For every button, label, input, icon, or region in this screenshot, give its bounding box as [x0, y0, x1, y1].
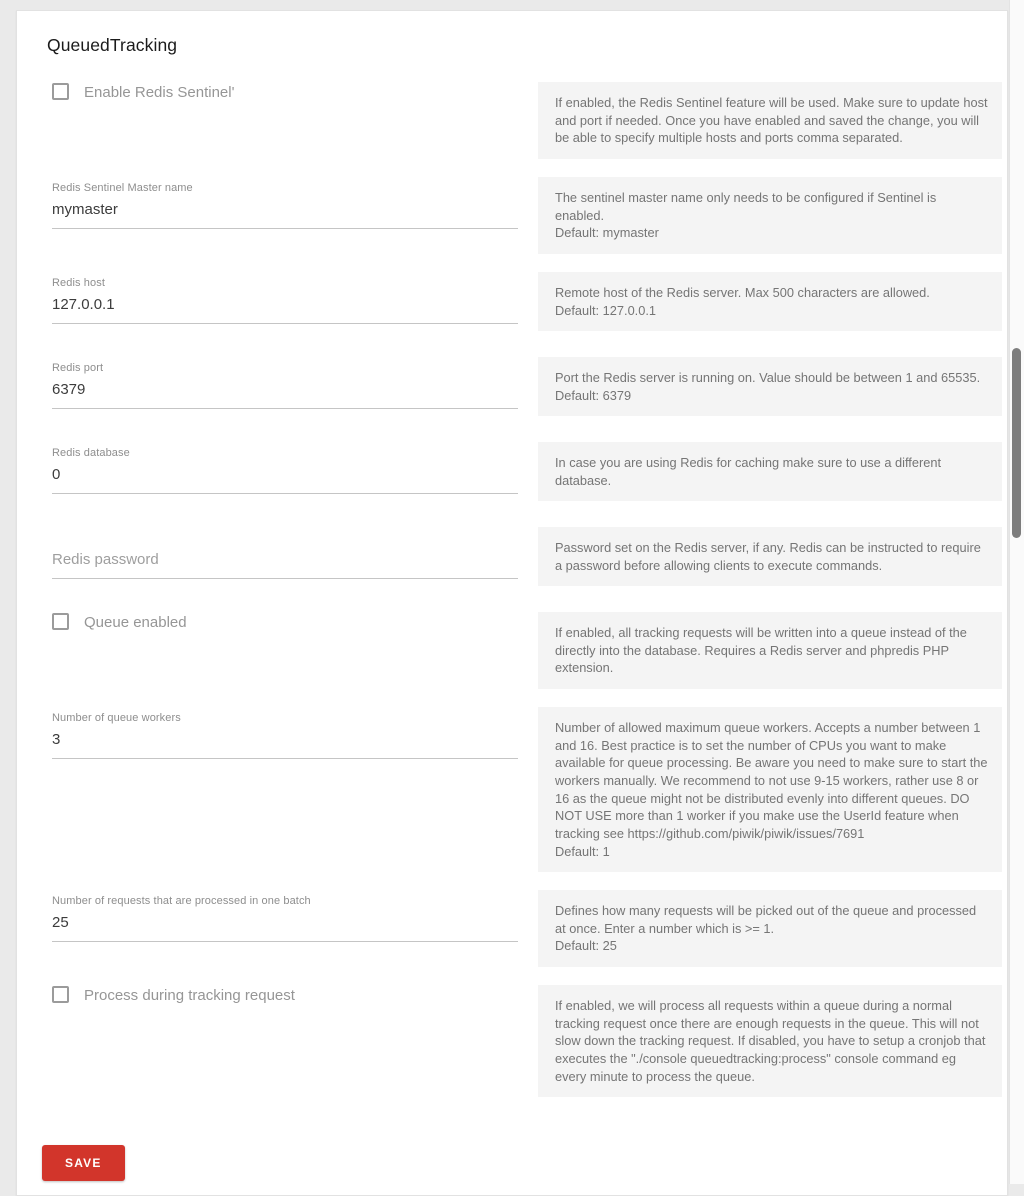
redis-database-input[interactable]: [52, 461, 518, 494]
setting-row-redis-database: [52, 442, 1007, 509]
setting-row-process-during-tracking-request: [52, 985, 1007, 1097]
settings-rows: [52, 82, 1007, 1097]
redis-host-help: Remote host of the Redis server. Max 500 characters are allowed. Default: 127.0.0.1: [538, 272, 1002, 331]
number-of-queue-workers-label: Number of queue workers: [52, 711, 181, 724]
process-during-tracking-request-label[interactable]: Process during tracking request: [84, 987, 295, 1005]
batch-size-input[interactable]: [52, 909, 518, 942]
redis-database-label: Redis database: [52, 446, 130, 459]
setting-row-redis-password: [52, 527, 1007, 594]
queue-enabled-help: If enabled, all tracking requests will be written into a queue instead of the directly into the database. Requires a Redis server and phpredis PHP extension.: [538, 612, 1002, 689]
page-title: QueuedTracking: [47, 35, 178, 55]
batch-size-help: Defines how many requests will be picked out of the queue and processed at once. Enter a number which is >= 1. Default: 25: [538, 890, 1002, 967]
scrollbar-thumb[interactable]: [1012, 348, 1021, 538]
redis-sentinel-master-name-help: The sentinel master name only needs to be configured if Sentinel is enabled. Default: mymaster: [538, 177, 1002, 254]
redis-sentinel-master-name-label: Redis Sentinel Master name: [52, 181, 193, 194]
enable-redis-sentinel-label[interactable]: Enable Redis Sentinel': [84, 84, 235, 101]
setting-row-redis-sentinel-master-name: [52, 177, 1007, 254]
setting-row-redis-port: [52, 357, 1007, 424]
redis-password-help: Password set on the Redis server, if any. Redis can be instructed to require a password before allowing clients to execute commands.: [538, 527, 1002, 586]
setting-row-number-of-queue-workers: [52, 707, 1007, 872]
redis-port-label: Redis port: [52, 361, 104, 374]
setting-row-queue-enabled: [52, 612, 1007, 689]
redis-sentinel-master-name-input[interactable]: [52, 196, 518, 229]
redis-port-input[interactable]: [52, 376, 518, 409]
save-button[interactable]: SAVE: [42, 1145, 125, 1181]
process-during-tracking-request-checkbox[interactable]: [52, 986, 69, 1003]
redis-password-label: [52, 532, 518, 546]
number-of-queue-workers-input[interactable]: [52, 726, 518, 759]
redis-host-input[interactable]: [52, 291, 518, 324]
enable-redis-sentinel-checkbox[interactable]: [52, 83, 69, 100]
redis-port-help: Port the Redis server is running on. Value should be between 1 and 65535. Default: 6379: [538, 357, 1002, 416]
number-of-queue-workers-help: Number of allowed maximum queue workers. Accepts a number between 1 and 16. Best practice is to set the number of CPUs you want to make available for queue processing. Be aware you need to make sure to start the workers manually. We recommend to not use 9-15 workers, rather use 8 or 16 as the queue might not be distributed evenly into different queues. DO NOT USE more than 1 worker if you make use the UserId feature when tracking see https://github.com/piwik/piwik/issues/7691 Default: 1: [538, 707, 1002, 872]
setting-row-batch-size: [52, 890, 1007, 967]
redis-database-help: In case you are using Redis for caching make sure to use a different database.: [538, 442, 1002, 501]
queue-enabled-checkbox[interactable]: [52, 613, 69, 630]
settings-card: [16, 10, 1008, 1196]
setting-row-enable-redis-sentinel: [52, 82, 1007, 159]
batch-size-label: Number of requests that are processed in one batch: [52, 895, 311, 908]
process-during-tracking-request-help: If enabled, we will process all requests within a queue during a normal tracking request once there are enough requests in the queue. This will not slow down the tracking request. If disabled, you have to setup a cronjob that executes the "./console queuedtracking:process" console command eg every minute to process the queue.: [538, 985, 1002, 1097]
redis-host-label: Redis host: [52, 276, 105, 289]
redis-password-input[interactable]: [52, 546, 518, 579]
enable-redis-sentinel-help: If enabled, the Redis Sentinel feature will be used. Make sure to update host and port if needed. Once you have enabled and saved the change, you will be able to specify multiple hosts and ports comma separated.: [538, 82, 1002, 159]
setting-row-redis-host: [52, 272, 1007, 339]
scrollbar: [1009, 0, 1024, 1184]
queue-enabled-label[interactable]: Queue enabled: [84, 613, 187, 631]
